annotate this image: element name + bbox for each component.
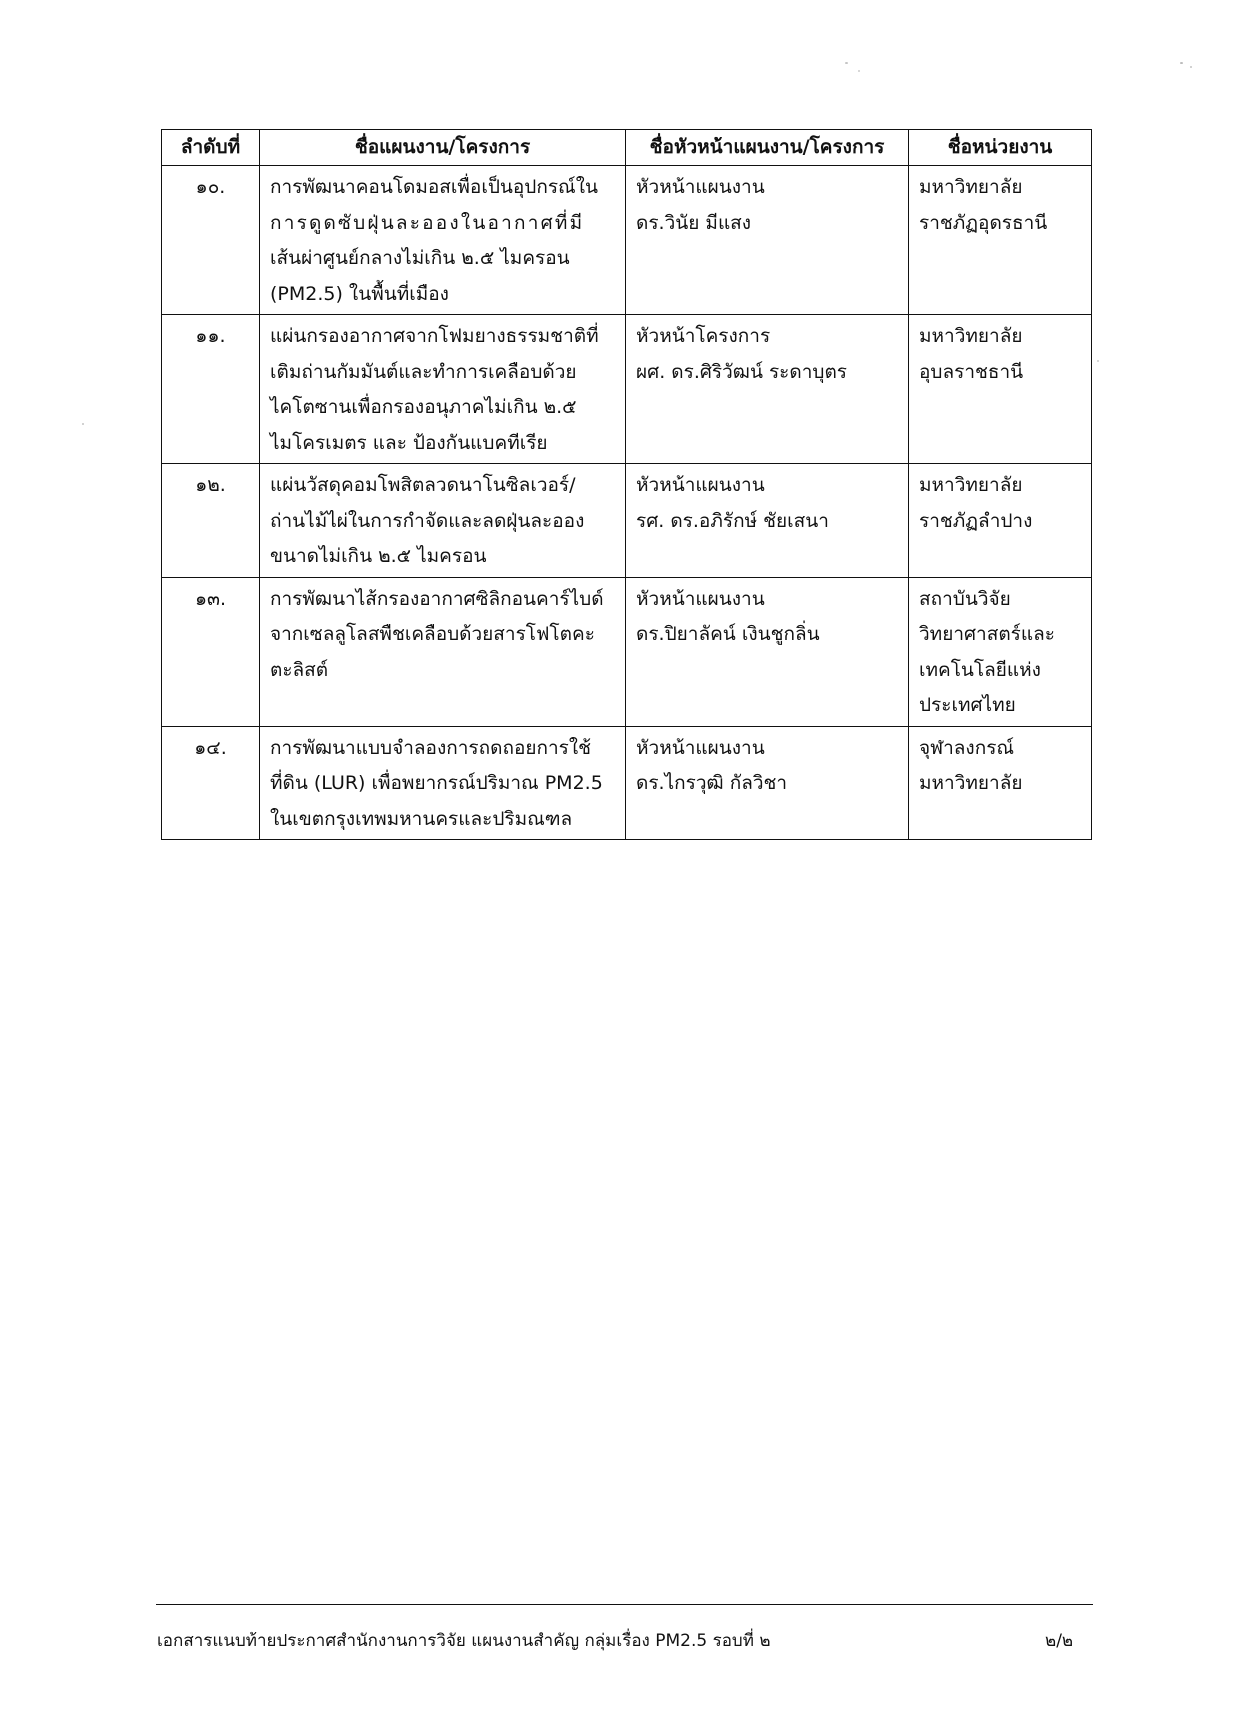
- agency-line: ประเทศไทย: [919, 694, 1016, 716]
- agency-cell: [909, 726, 1092, 840]
- agency-line: มหาวิทยาลัย: [919, 772, 1023, 794]
- project-line: แผ่นวัสดุคอมโพสิตลวดนาโนซิลเวอร์/: [270, 474, 576, 496]
- table-header-row: [162, 130, 1092, 166]
- project-name: [260, 166, 626, 315]
- scan-speck: [1190, 66, 1192, 68]
- scan-speck: [82, 423, 84, 425]
- agency-line: อุบลราชธานี: [919, 360, 1024, 383]
- project-name: [260, 315, 626, 464]
- agency-cell: [909, 577, 1092, 726]
- agency-line: จุฬาลงกรณ์: [919, 736, 1015, 759]
- project-name: [260, 464, 626, 578]
- agency-cell: [909, 464, 1092, 578]
- scan-speck: [858, 70, 860, 72]
- project-line: แผ่นกรองอากาศจากโฟมยางธรรมชาติที่: [270, 325, 599, 347]
- scan-speck: [1097, 360, 1099, 362]
- page-number: ๒/๒: [1045, 1631, 1074, 1651]
- agency-line: สถาบันวิจัย: [919, 587, 1011, 610]
- project-line: เติมถ่านกัมมันต์และทำการเคลือบด้วย: [270, 360, 577, 383]
- leader-role: หัวหน้าแผนงาน: [636, 474, 765, 496]
- project-line: (PM2.5) ในพื้นที่เมือง: [270, 282, 449, 305]
- agency-line: ราชภัฏอุดรธานี: [919, 211, 1048, 234]
- leader-cell: [626, 577, 909, 726]
- project-line: จากเซลลูโลสพืชเคลือบด้วยสารโฟโตคะ: [270, 623, 595, 645]
- project-name: [260, 726, 626, 840]
- leader-role: หัวหน้าแผนงาน: [636, 736, 765, 759]
- leader-role: หัวหน้าแผนงาน: [636, 587, 765, 610]
- project-line: เส้นผ่าศูนย์กลางไม่เกิน ๒.๕ ไมครอน: [270, 247, 570, 269]
- project-line: การพัฒนาแบบจำลองการถดถอยการใช้: [270, 736, 592, 759]
- agency-line: มหาวิทยาลัย: [919, 325, 1023, 347]
- agency-line: มหาวิทยาลัย: [919, 176, 1023, 198]
- leader-cell: [626, 726, 909, 840]
- project-line: ไคโตซานเพื่อกรองอนุภาคไม่เกิน ๒.๕: [270, 396, 577, 418]
- agency-cell: [909, 315, 1092, 464]
- row-number: ๑๓.: [162, 577, 260, 726]
- table-row: [162, 315, 1092, 464]
- leader-cell: [626, 464, 909, 578]
- agency-cell: [909, 166, 1092, 315]
- project-line: การพัฒนาคอนโดมอสเพื่อเป็นอุปกรณ์ใน: [270, 176, 598, 198]
- footer-divider: [156, 1604, 1093, 1605]
- project-line: ขนาดไม่เกิน ๒.๕ ไมครอน: [270, 545, 487, 567]
- agency-line: มหาวิทยาลัย: [919, 474, 1023, 496]
- row-number: ๑๒.: [162, 464, 260, 578]
- project-name: [260, 577, 626, 726]
- project-line: การพัฒนาไส้กรองอากาศซิลิกอนคาร์ไบด์: [270, 587, 604, 610]
- leader-cell: [626, 315, 909, 464]
- project-line: การดูดซับฝุ่นละอองในอากาศที่มี: [270, 211, 585, 234]
- scan-speck: [1180, 62, 1183, 64]
- leader-name: ดร.วินัย มีแสง: [636, 211, 752, 234]
- footer-caption: เอกสารแนบท้ายประกาศสำนักงานการวิจัย แผนงานสำคัญ กลุ่มเรื่อง PM2.5 รอบที่ ๒: [157, 1631, 771, 1651]
- row-number: ๑๔.: [162, 726, 260, 840]
- leader-name: ดร.ปิยาลัคน์ เงินชูกลิ่น: [636, 623, 820, 645]
- table-row: [162, 464, 1092, 578]
- table-row: [162, 577, 1092, 726]
- agency-line: เทคโนโลยีแห่ง: [919, 658, 1041, 681]
- leader-role: หัวหน้าแผนงาน: [636, 176, 765, 198]
- leader-name: ดร.ไกรวุฒิ กัลวิชา: [636, 772, 788, 794]
- project-line: ไมโครเมตร และ ป้องกันแบคทีเรีย: [270, 431, 548, 454]
- project-line: ถ่านไม้ไผ่ในการกำจัดและลดฝุ่นละออง: [270, 509, 585, 532]
- project-line: ในเขตกรุงเทพมหานครและปริมณฑล: [270, 807, 573, 830]
- leader-name: ผศ. ดร.ศิริวัฒน์ ระดาบุตร: [636, 360, 848, 383]
- project-table: [161, 129, 1092, 840]
- header-agency: ชื่อหน่วยงาน: [909, 130, 1092, 166]
- table-row: [162, 166, 1092, 315]
- header-project: ชื่อแผนงาน/โครงการ: [260, 130, 626, 166]
- project-line: ตะลิสต์: [270, 658, 329, 681]
- row-number: ๑๑.: [162, 315, 260, 464]
- leader-name: รศ. ดร.อภิรักษ์ ชัยเสนา: [636, 509, 829, 532]
- scan-speck: [845, 62, 848, 64]
- table-row: [162, 726, 1092, 840]
- header-leader: ชื่อหัวหน้าแผนงาน/โครงการ: [626, 130, 909, 166]
- leader-cell: [626, 166, 909, 315]
- leader-role: หัวหน้าโครงการ: [636, 325, 771, 347]
- row-number: ๑๐.: [162, 166, 260, 315]
- header-number: ลำดับที่: [162, 130, 260, 166]
- agency-line: วิทยาศาสตร์และ: [919, 623, 1055, 645]
- agency-line: ราชภัฏลำปาง: [919, 509, 1033, 532]
- project-line: ที่ดิน (LUR) เพื่อพยากรณ์ปริมาณ PM2.5: [270, 772, 603, 794]
